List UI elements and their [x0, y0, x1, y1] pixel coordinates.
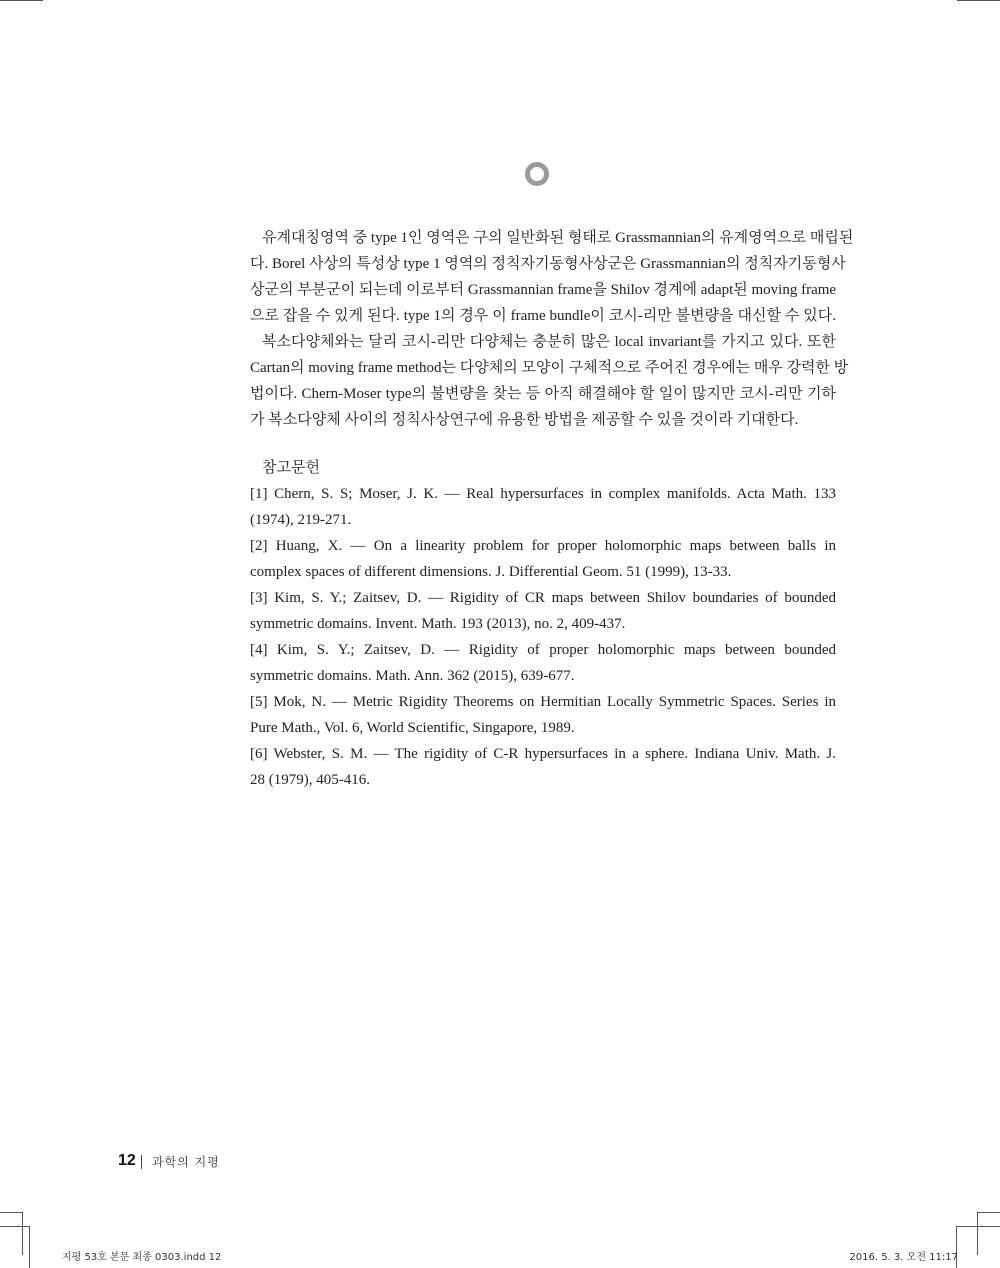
text-line: 다. Borel 사상의 특성상 type 1 영역의 정칙자기동형사상군은 Grassmannian의 정칙자기동형사: [250, 256, 846, 272]
reference-line: [1] Chern, S. S; Moser, J. K. — Real hypersurfaces in complex manifolds. Acta Math. 133: [250, 486, 836, 502]
references-heading: 참고문헌: [262, 460, 320, 476]
slug-filename: 지평 53호 본문 최종 0303.indd 12: [62, 1252, 222, 1263]
crop-mark: [977, 1212, 978, 1255]
crop-mark: [0, 0, 43, 1]
reference-line: [2] Huang, X. — On a linearity problem for proper holomorphic maps between balls in: [250, 538, 836, 554]
reference-line: symmetric domains. Invent. Math. 193 (2013), no. 2, 409-437.: [250, 616, 626, 632]
text-line: 가 복소다양체 사이의 정칙사상연구에 유용한 방법을 제공할 수 있을 것이라 기대한다.: [250, 412, 799, 428]
crop-mark: [977, 1212, 1000, 1213]
reference-line: Pure Math., Vol. 6, World Scientific, Singapore, 1989.: [250, 720, 575, 736]
running-head: 과학의 지평: [152, 1155, 220, 1169]
slug-date: 2016. 5. 3. 오전 11:17: [849, 1252, 958, 1263]
text-line: Cartan의 moving frame method는 다양체의 모양이 구체적으로 주어진 경우에는 매우 강력한 방: [250, 360, 849, 376]
text-line: 상군의 부분군이 되는데 이로부터 Grassmannian frame을 Shilov 경계에 adapt된 moving frame: [250, 282, 837, 298]
crop-mark: [956, 1226, 1000, 1227]
circle-ornament-icon: [525, 162, 549, 186]
divider: [141, 1155, 142, 1169]
reference-line: 28 (1979), 405-416.: [250, 772, 370, 788]
body-text: [250, 225, 854, 433]
reference-line: [6] Webster, S. M. — The rigidity of C-R hypersurfaces in a sphere. Indiana Univ. Math. J.: [250, 746, 836, 762]
reference-line: [3] Kim, S. Y.; Zaitsev, D. — Rigidity of CR maps between Shilov boundaries of bounded: [250, 590, 836, 606]
reference-line: symmetric domains. Math. Ann. 362 (2015), 639-677.: [250, 668, 575, 684]
references: [250, 455, 836, 793]
crop-mark: [957, 0, 1000, 1]
page-number: 12: [118, 1152, 136, 1169]
text-line: 법이다. Chern-Moser type의 불변량을 찾는 등 아직 해결해야 할 일이 많지만 코시-리만 기하: [250, 386, 836, 402]
reference-line: [5] Mok, N. — Metric Rigidity Theorems on Hermitian Locally Symmetric Spaces. Series in: [250, 694, 836, 710]
text-line: 유계대칭영역 중 type 1인 영역은 구의 일반화된 형태로 Grassmannian의 유계영역으로 매립된: [262, 230, 854, 246]
crop-mark: [0, 1226, 29, 1227]
crop-mark: [0, 1212, 23, 1213]
text-line: 으로 잡을 수 있게 된다. type 1의 경우 이 frame bundle이 코시-리만 불변량을 대신할 수 있다.: [250, 308, 836, 324]
crop-mark: [22, 1212, 23, 1255]
reference-line: complex spaces of different dimensions. J. Differential Geom. 51 (1999), 13-33.: [250, 564, 732, 580]
text-line: 복소다양체와는 달리 코시-리만 다양체는 충분히 많은 local invariant를 가지고 있다. 또한: [262, 334, 836, 350]
crop-mark: [29, 1226, 30, 1268]
reference-line: (1974), 219-271.: [250, 512, 352, 528]
reference-line: [4] Kim, S. Y.; Zaitsev, D. — Rigidity of proper holomorphic maps between bounded: [250, 642, 836, 658]
